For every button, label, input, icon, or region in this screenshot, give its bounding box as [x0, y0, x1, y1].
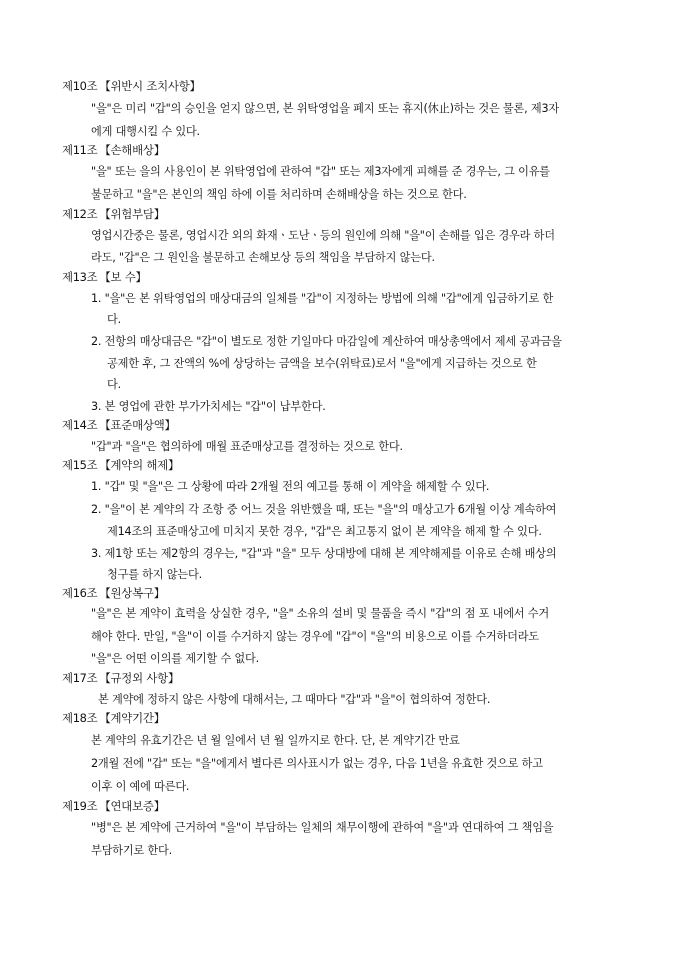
- article-text-line: 제14조의 표준매상고에 미치지 못한 경우, "갑"은 최고통지 없이 본 계약을 해제 할 수 있다.: [107, 525, 542, 538]
- article-text-line: 2. 전항의 매상대금은 "갑"이 별도로 정한 기일마다 마감일에 계산하여 매상총액에서 제세 공과금을: [91, 335, 562, 348]
- article-text-line: "을"은 어떤 이의를 제기할 수 없다.: [91, 652, 259, 665]
- article-heading: 제17조 【규정외 사항】: [62, 671, 180, 685]
- article-heading: 제12조 【위험부담】: [62, 207, 165, 221]
- article-heading: 제11조 【손해배상】: [62, 143, 165, 157]
- article-text-line: 이후 이 예에 따른다.: [91, 780, 190, 793]
- article-text-line: 2개월 전에 "갑" 또는 "을"에게서 별다른 의사표시가 없는 경우, 다음 1년을 유효한 것으로 하고: [91, 757, 543, 770]
- article-text-line: "갑"과 "을"은 협의하에 매월 표준매상고를 결정하는 것으로 한다.: [91, 440, 403, 453]
- article-text-line: 영업시간중은 물론, 영업시간 외의 화재ㆍ도난ㆍ등의 원인에 의해 "을"이 손해를 입은 경우라 하더: [91, 229, 555, 242]
- article-text-line: 다.: [107, 378, 121, 391]
- article-text-line: 본 계약의 유효기간은 년 월 일에서 년 월 일까지로 한다. 단, 본 계약기간 만료: [91, 734, 460, 747]
- article-text-line: 1. "갑" 및 "을"은 그 상황에 따라 2개월 전의 예고를 통해 이 계약을 해제할 수 있다.: [91, 480, 490, 493]
- article-heading: 제18조 【계약기간】: [62, 711, 165, 725]
- article-heading: 제13조 【보 수】: [62, 270, 147, 284]
- article-text-line: 청구를 하지 않는다.: [107, 568, 202, 581]
- article-text-line: 에게 대행시킬 수 있다.: [91, 125, 200, 138]
- article-heading: 제19조 【연대보증】: [62, 799, 165, 813]
- article-text-line: 다.: [107, 313, 121, 326]
- article-text-line: 부담하기로 한다.: [91, 844, 172, 857]
- article-text-line: "을"은 미리 "갑"의 승인을 얻지 않으면, 본 위탁영업을 폐지 또는 휴지(休止)하는 것은 물론, 제3자: [91, 102, 559, 115]
- article-text-line: 불문하고 "을"은 본인의 책임 하에 이를 처리하며 손해배상을 하는 것으로 한다.: [91, 188, 467, 201]
- article-text-line: 라도, "갑"은 그 원인을 불문하고 손해보상 등의 책임을 부담하지 않는다.: [91, 251, 435, 264]
- article-text-line: 2. "을"이 본 계약의 각 조항 중 어느 것을 위반했을 때, 또는 "을"의 매상고가 6개월 이상 계속하여: [91, 503, 557, 516]
- article-heading: 제15조 【계약의 해제】: [62, 458, 180, 472]
- article-text-line: "병"은 본 계약에 근거하여 "을"이 부담하는 일체의 채무이행에 관하여 "을"과 연대하여 그 책임을: [91, 821, 554, 834]
- article-heading: 제10조 【위반시 조치사항】: [62, 79, 201, 93]
- article-text-line: 1. "을"은 본 위탁영업의 매상대금의 일체를 "갑"이 지정하는 방법에 의해 "갑"에게 입금하기로 한: [91, 292, 554, 305]
- article-text-line: 공제한 후, 그 잔액의 %에 상당하는 금액을 보수(위탁료)로서 "을"에게 지급하는 것으로 한: [107, 357, 537, 370]
- article-heading: 제16조 【원상복구】: [62, 586, 165, 600]
- article-text-line: 해야 한다. 만일, "을"이 이를 수거하지 않는 경우에 "갑"이 "을"의 비용으로 이를 수거하더라도: [91, 630, 539, 643]
- article-text-line: "을"은 본 계약이 효력을 상실한 경우, "을" 소유의 설비 및 물품을 즉시 "갑"의 점 포 내에서 수거: [91, 607, 549, 620]
- article-text-line: 3. 본 영업에 관한 부가가치세는 "갑"이 납부한다.: [91, 400, 326, 413]
- article-text-line: "을" 또는 을의 사용인이 본 위탁영업에 관하여 "갑" 또는 제3자에게 피해를 준 경우는, 그 이유를: [91, 165, 550, 178]
- article-heading: 제14조 【표준매상액】: [62, 418, 176, 432]
- article-text-line: 본 계약에 정하지 않은 사항에 대해서는, 그 때마다 "갑"과 "을"이 협의하여 정한다.: [98, 693, 491, 706]
- article-text-line: 3. 제1항 또는 제2항의 경우는, "갑"과 "을" 모두 상대방에 대해 본 계약해제를 이유로 손해 배상의: [91, 547, 557, 560]
